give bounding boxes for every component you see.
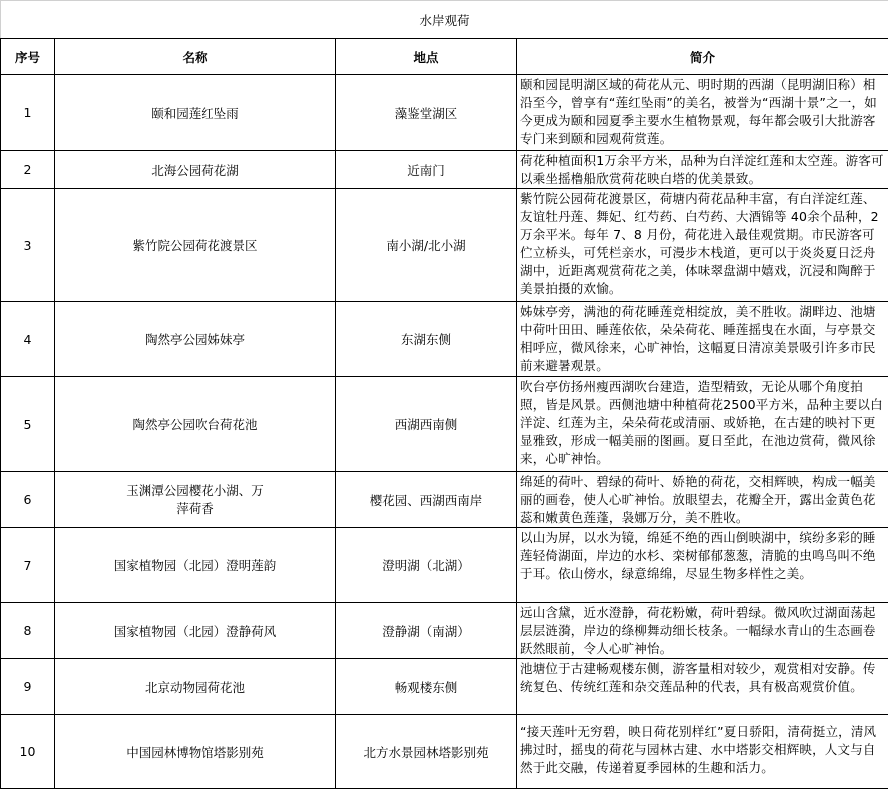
row-name: 紫竹院公园荷花渡景区 (55, 189, 336, 302)
row-intro: 以山为屏，以水为镜，绵延不绝的西山倒映湖中，缤纷多彩的睡莲轻倚湖面，岸边的水杉、栾树郁郁葱葱，清脆的虫鸣鸟叫不绝于耳。依山傍水，绿意绵绵，尽显生物多样性之美。 (517, 528, 888, 603)
row-location: 东湖东侧 (336, 302, 517, 377)
table-row (1, 151, 888, 189)
row-location: 北方水景园林塔影别苑 (336, 715, 517, 789)
row-index: 7 (1, 528, 55, 603)
row-intro: 颐和园昆明湖区域的荷花从元、明时期的西湖（昆明湖旧称）相沿至今，曾享有“莲红坠雨”的美名，被誉为“西湖十景”之一，如今更成为颐和园夏季主要水生植物景观，每年都会吸引大批游客专门来到颐和园观荷赏莲。 (517, 75, 888, 151)
table-row (1, 472, 888, 528)
row-intro: 紫竹院公园荷花渡景区，荷塘内荷花品种丰富，有白洋淀红莲、友谊牡丹莲、舞妃、红芍药、白芍药、大酒锦等 40余个品种，2 万余平米。每年 7、8 月份，荷花进入最佳观赏期。市民游客可伫立桥头，可凭栏亲水，可漫步木栈道，更可以于炎炎夏日泛舟湖中，近距离观赏荷花之美，体味翠盘湖中嬉戏，沉浸和陶醉于美景拍摄的欢愉。 (517, 189, 888, 302)
row-location: 南小湖/北小湖 (336, 189, 517, 302)
header-name: 名称 (55, 39, 336, 75)
row-location: 藻鉴堂湖区 (336, 75, 517, 151)
row-intro: 姊妹亭旁，满池的荷花睡莲竞相绽放，美不胜收。湖畔边、池塘中荷叶田田、睡莲依依，朵朵荷花、睡莲摇曳在水面，与亭景交相呼应，微风徐来，心旷神怡，这幅夏日清凉美景吸引许多市民前来避暑观景。 (517, 302, 888, 377)
title-row (1, 1, 888, 39)
row-location: 畅观楼东侧 (336, 659, 517, 715)
row-index: 2 (1, 151, 55, 189)
row-location: 澄明湖（北湖） (336, 528, 517, 603)
row-name: 国家植物园（北园）澄静荷风 (55, 603, 336, 659)
row-intro: 绵延的荷叶、碧绿的荷叶、娇艳的荷花，交相辉映，构成一幅美丽的画卷，使人心旷神怡。放眼望去，花瓣全开，露出金黄色花蕊和嫩黄色莲蓬，袅娜万分，美不胜收。 (517, 472, 888, 528)
header-row (1, 39, 888, 75)
row-intro: 池塘位于古建畅观楼东侧，游客量相对较少，观赏相对安静。传统复色、传统红莲和杂交莲品种的代表，具有极高观赏价值。 (517, 659, 888, 715)
table-title: 水岸观荷 (1, 1, 888, 39)
header-index: 序号 (1, 39, 55, 75)
table-row (1, 377, 888, 472)
row-name: 陶然亭公园姊妹亭 (55, 302, 336, 377)
row-name: 北京动物园荷花池 (55, 659, 336, 715)
row-intro: 远山含黛，近水澄静，荷花粉嫩，荷叶碧绿。微风吹过湖面荡起层层涟漪，岸边的绦柳舞动细长枝条。一幅绿水青山的生态画卷跃然眼前，令人心旷神怡。 (517, 603, 888, 659)
row-name: 北海公园荷花湖 (55, 151, 336, 189)
row-index: 6 (1, 472, 55, 528)
table-row (1, 189, 888, 302)
table-row (1, 75, 888, 151)
row-index: 4 (1, 302, 55, 377)
row-name: 玉渊潭公园樱花小湖、万萍荷香 (55, 472, 336, 528)
table-row (1, 302, 888, 377)
row-intro: 吹台亭仿扬州瘦西湖吹台建造，造型精致，无论从哪个角度拍照，皆是风景。西侧池塘中种植荷花2500平方米，品种主要以白洋淀、红莲为主，朵朵荷花或清丽、或娇艳，在古建的映衬下更显雅致，形成一幅美丽的图画。夏日至此，在池边赏荷，微风徐来，心旷神怡。 (517, 377, 888, 472)
row-index: 5 (1, 377, 55, 472)
header-intro: 简介 (517, 39, 888, 75)
header-location: 地点 (336, 39, 517, 75)
row-intro: “接天莲叶无穷碧，映日荷花别样红”夏日骄阳，清荷挺立，清风拂过时，摇曳的荷花与园林古建、水中塔影交相辉映，人文与自然于此交融，传递着夏季园林的生趣和活力。 (517, 715, 888, 789)
row-intro: 荷花种植面积1万余平方米，品种为白洋淀红莲和太空莲。游客可以乘坐摇橹船欣赏荷花映白塔的优美景致。 (517, 151, 888, 189)
table-row (1, 528, 888, 603)
table-row (1, 715, 888, 789)
row-index: 1 (1, 75, 55, 151)
row-name: 颐和园莲红坠雨 (55, 75, 336, 151)
row-name: 中国园林博物馆塔影别苑 (55, 715, 336, 789)
row-index: 9 (1, 659, 55, 715)
row-index: 10 (1, 715, 55, 789)
table-row (1, 659, 888, 715)
row-name: 陶然亭公园吹台荷花池 (55, 377, 336, 472)
row-location: 近南门 (336, 151, 517, 189)
row-location: 澄静湖（南湖） (336, 603, 517, 659)
row-index: 3 (1, 189, 55, 302)
row-name: 国家植物园（北园）澄明莲韵 (55, 528, 336, 603)
table-row (1, 603, 888, 659)
row-location: 西湖西南侧 (336, 377, 517, 472)
row-index: 8 (1, 603, 55, 659)
row-location: 樱花园、西湖西南岸 (336, 472, 517, 528)
